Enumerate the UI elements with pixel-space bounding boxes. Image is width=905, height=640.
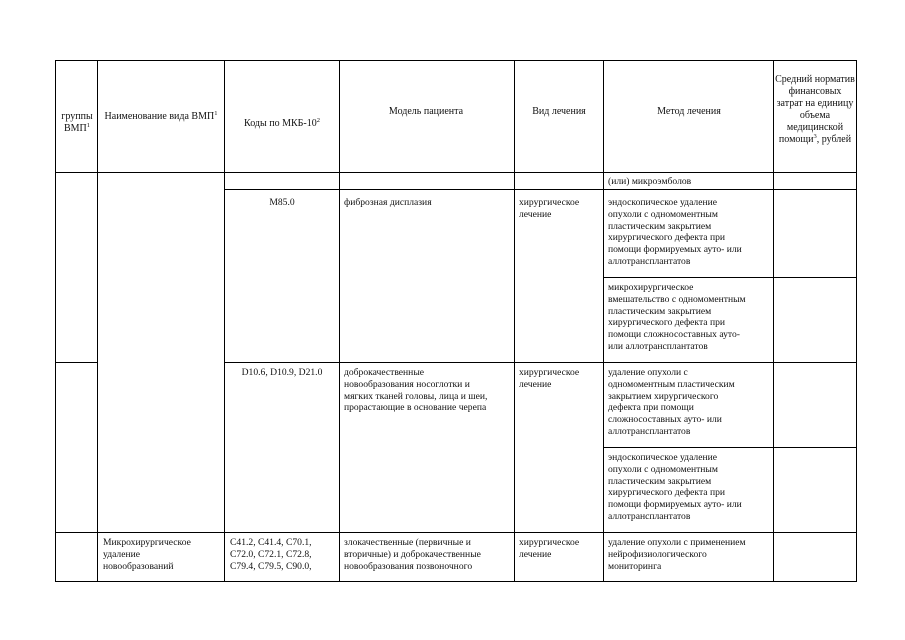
header-treatment-method: Метод лечения [657,106,721,117]
treatment-type-cell-6: хирургическое лечение [519,537,580,560]
method-cell-3: микрохирургическое вмешательство с одномоментным пластическим закрытием хирургического дефекта при помощи сложносоставных ауто- или аллотрансплантатов [608,282,746,352]
grid-line [55,362,98,363]
grid-line [97,532,857,533]
grid-line [224,189,857,190]
header-icd-codes: Коды по МКБ-$10^2$ [244,117,320,129]
hmc-type-cell-6: Микрохирургическое удаление новообразований [103,537,191,572]
icd-cell-4: D10.6, D10.9, D21.0 [241,367,323,378]
header-hmc-type: Наименование вида ВМП$^1$ [104,110,218,122]
method-cell-6: удаление опухоли с применением нейрофизиологического мониторинга [608,537,746,572]
header-group-number: группы ВМП$^1$ [61,111,93,134]
treatment-type-cell-2: хирургическое лечение [519,197,580,220]
grid-line [55,60,56,582]
patient-model-cell-4: доброкачественные новообразования носоглотки и мягких тканей головы, лица и шеи, прорастающие в основание черепа [344,367,488,414]
grid-line [339,60,340,582]
grid-line [603,60,604,582]
grid-line [603,447,857,448]
grid-line [224,60,225,582]
method-cell-1: (или) микроэмболов [608,176,692,187]
patient-model-cell-2: фиброзная дисплазия [344,197,432,208]
grid-line [603,277,857,278]
grid-line [224,362,857,363]
grid-line [856,60,857,582]
grid-line [55,172,857,173]
grid-line [55,581,857,582]
method-cell-4: удаление опухоли с одномоментным пластическим закрытием хирургического дефекта при помощи сложносоставных ауто- или аллотрансплантатов [608,367,735,437]
grid-line [55,60,857,61]
header-treatment-type: Вид лечения [532,106,586,117]
grid-line [514,60,515,582]
grid-line [773,60,774,582]
icd-cell-2: M85.0 [269,197,295,208]
method-cell-5: эндоскопическое удаление опухоли с одномоментным пластическим закрытием хирургического дефекта при помощи формируемых ауто- или аллотрансплантатов [608,452,742,522]
grid-line [55,532,98,533]
method-cell-2: эндоскопическое удаление опухоли с одномоментным пластическим закрытием хирургического дефекта при помощи формируемых ауто- или аллотрансплантатов [608,197,742,267]
header-financial-norm: Средний норматив финансовых затрат на единицу объема медицинской помощи$^3$, рублей [775,74,855,145]
patient-model-cell-6: злокачественные (первичные и вторичные) и доброкачественные новообразования позвоночного [344,537,481,572]
treatment-type-cell-4: хирургическое лечение [519,367,580,390]
grid-line [97,60,98,582]
icd-cell-6: C41.2, C41.4, C70.1, C72.0, C72.1, C72.8, C79.4, C79.5, C90.0, [230,537,312,572]
header-patient-model: Модель пациента [388,106,464,117]
